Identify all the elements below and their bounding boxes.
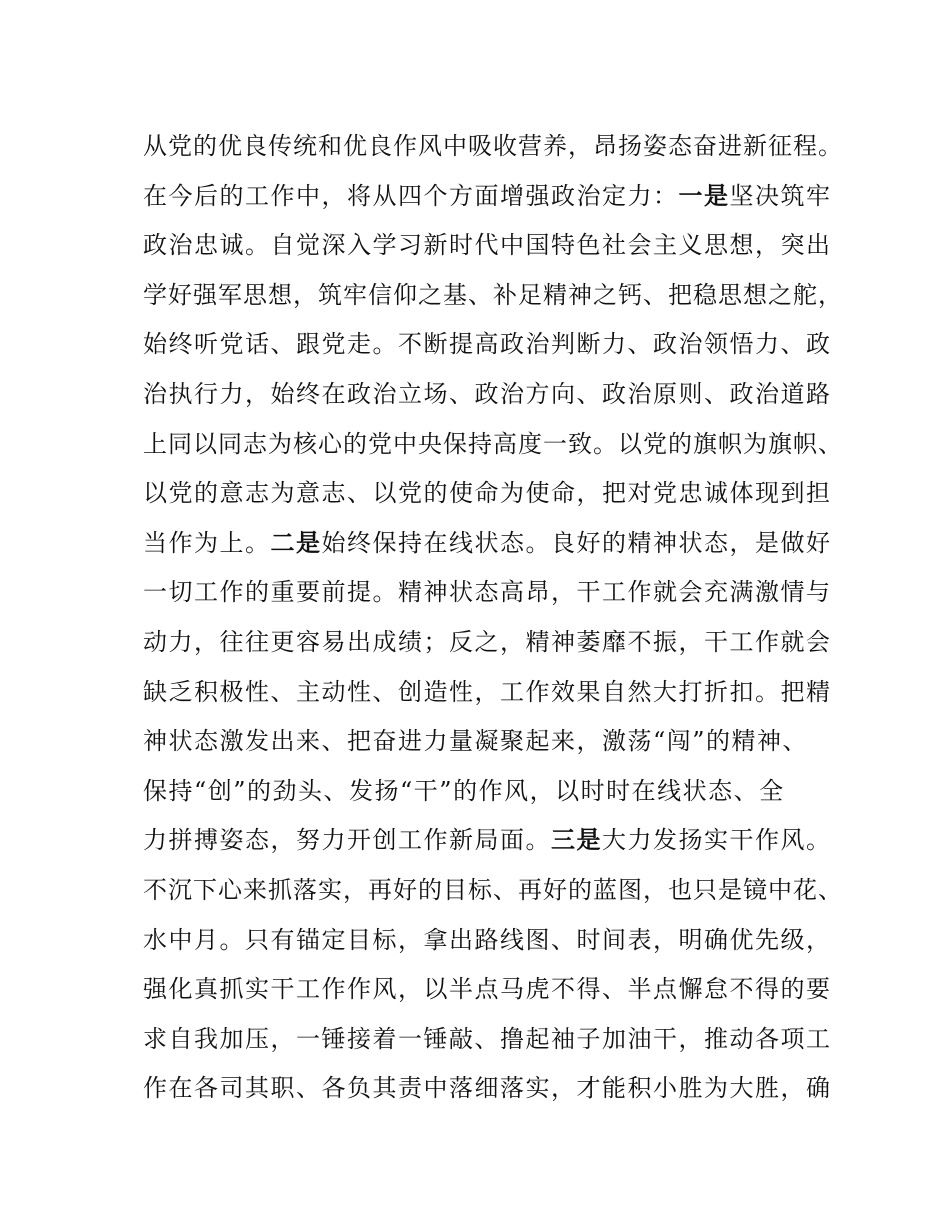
text-segment: 上同以同志为核心的党中央保持高度一致。以党的旗帜为旗帜、 — [143, 429, 843, 458]
text-segment: 求自我加压，一锤接着一锤敲、撸起袖子加油干，推动各项工 — [143, 1024, 832, 1053]
text-segment: 缺乏积极性、主动性、创造性，工作效果自然大打折扣。把精 — [143, 677, 832, 706]
body-text — [143, 122, 843, 1114]
text-line — [143, 519, 843, 569]
text-line — [143, 668, 843, 718]
text-segment: 始终保持在线状态。良好的精神状态，是做好 — [321, 528, 832, 557]
text-line — [143, 469, 843, 519]
text-line — [143, 122, 843, 172]
point-marker: 三是 — [551, 826, 602, 855]
text-segment: 政治忠诚。自觉深入学习新时代中国特色社会主义思想，突出 — [143, 231, 832, 260]
text-line — [143, 767, 843, 817]
text-segment: 一切工作的重要前提。精神状态高昂，干工作就会充满激情与 — [143, 578, 832, 607]
point-marker: 一是 — [678, 181, 730, 210]
text-segment: 在今后的工作中，将从四个方面增强政治定力： — [143, 181, 679, 210]
text-line — [143, 866, 843, 916]
text-segment: 不沉下心来抓落实，再好的目标、再好的蓝图，也只是镜中花、 — [143, 875, 843, 904]
point-marker: 二是 — [270, 528, 322, 557]
text-segment: 坚决筑牢 — [729, 181, 832, 210]
text-line — [143, 717, 843, 767]
text-segment: 动力，往往更容易出成绩；反之，精神萎靡不振，干工作就会 — [143, 627, 832, 656]
text-line — [143, 221, 843, 271]
text-segment: 力拼搏姿态，努力开创工作新局面。 — [143, 826, 551, 855]
text-line — [143, 1015, 843, 1065]
text-line — [143, 370, 843, 420]
text-segment: 以党的意志为意志、以党的使命为使命，把对党忠诚体现到担 — [143, 479, 832, 508]
text-line — [143, 916, 843, 966]
text-line — [143, 271, 843, 321]
text-segment: 学好强军思想，筑牢信仰之基、补足精神之钙、把稳思想之舵， — [143, 280, 843, 309]
text-line — [143, 320, 843, 370]
text-segment: 从党的优良传统和优良作风中吸收营养，昂扬姿态奋进新征程。 — [143, 132, 843, 160]
text-segment: 当作为上。 — [143, 528, 271, 557]
text-segment: 始终听党话、跟党走。不断提高政治判断力、政治领悟力、政 — [143, 330, 832, 359]
text-line — [143, 172, 843, 222]
text-segment: 水中月。只有锚定目标，拿出路线图、时间表，明确优先级， — [143, 925, 832, 954]
text-segment: 作在各司其职、各负其责中落细落实，才能积小胜为大胜，确 — [143, 1074, 832, 1103]
text-segment: 保持“创”的劲头、发扬“干”的作风，以时时在线状态、全 — [143, 776, 785, 805]
text-segment: 神状态激发出来、把奋进力量凝聚起来，激荡“闯”的精神、 — [143, 727, 809, 756]
text-line — [143, 618, 843, 668]
text-segment: 强化真抓实干工作作风，以半点马虎不得、半点懈怠不得的要 — [143, 975, 832, 1004]
text-line — [143, 568, 843, 618]
text-segment: 大力发扬实干作风。 — [602, 826, 832, 855]
text-line — [143, 420, 843, 470]
text-line — [143, 816, 843, 866]
text-line — [143, 1064, 843, 1114]
text-line — [143, 965, 843, 1015]
text-segment: 治执行力，始终在政治立场、政治方向、政治原则、政治道路 — [143, 379, 832, 408]
